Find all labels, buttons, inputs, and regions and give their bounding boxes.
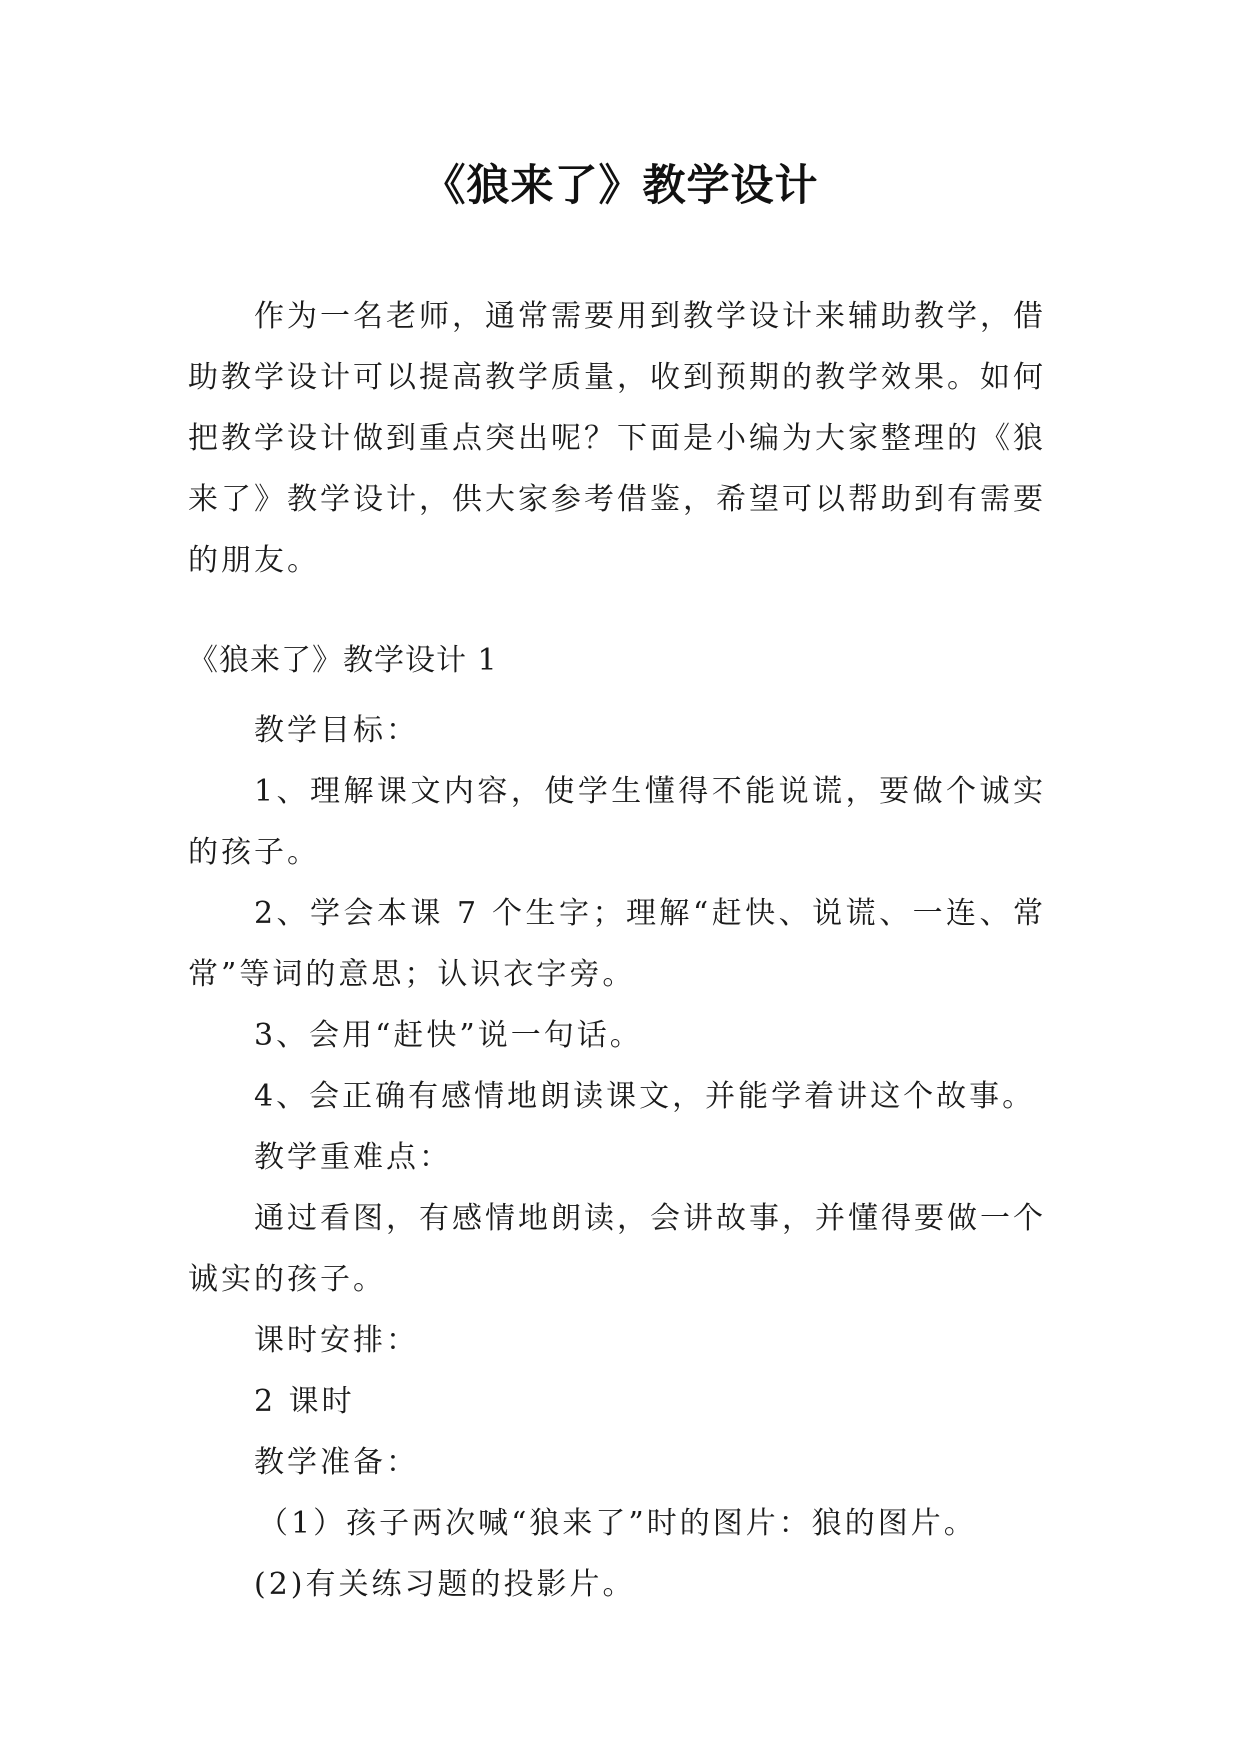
preparation-item-1: （1）孩子两次喊“狼来了”时的图片：狼的图片。 [258,1506,977,1541]
preparation-item-2: (2)有关练习题的投影片。 [254,1567,636,1602]
key-difficulties-text: 通过看图，有感情地朗读，会讲故事，并懂得要做一个诚实的孩子。 [188,1201,1046,1297]
goal-item-4: 4、会正确有感情地朗读课文，并能学着讲这个故事。 [254,1079,1036,1114]
section-heading: 《狼来了》教学设计 1 [188,643,498,678]
goal-item-2: 2、学会本课 7 个生字；理解“赶快、说谎、一连、常常”等词的意思；认识衣字旁。 [188,896,1046,992]
document-title: 《狼来了》教学设计 [422,161,819,211]
schedule-text: 2 课时 [254,1384,355,1419]
goal-item-1: 1、理解课文内容，使学生懂得不能说谎，要做个诚实的孩子。 [188,774,1046,870]
intro-paragraph: 作为一名老师，通常需要用到教学设计来辅助教学，借助教学设计可以提高教学质量，收到预期的教学效果。如何把教学设计做到重点突出呢？下面是小编为大家整理的《狼来了》教学设计，供大家参考借鉴，希望可以帮助到有需要的朋友。 [188,299,1046,578]
heading-key-difficulties: 教学重难点： [254,1140,452,1175]
heading-teaching-goals: 教学目标： [254,713,419,748]
lesson-body [188,700,1046,1615]
goal-item-3: 3、会用“赶快”说一句话。 [254,1018,643,1053]
heading-schedule: 课时安排： [254,1323,419,1358]
heading-preparation: 教学准备： [254,1445,419,1480]
